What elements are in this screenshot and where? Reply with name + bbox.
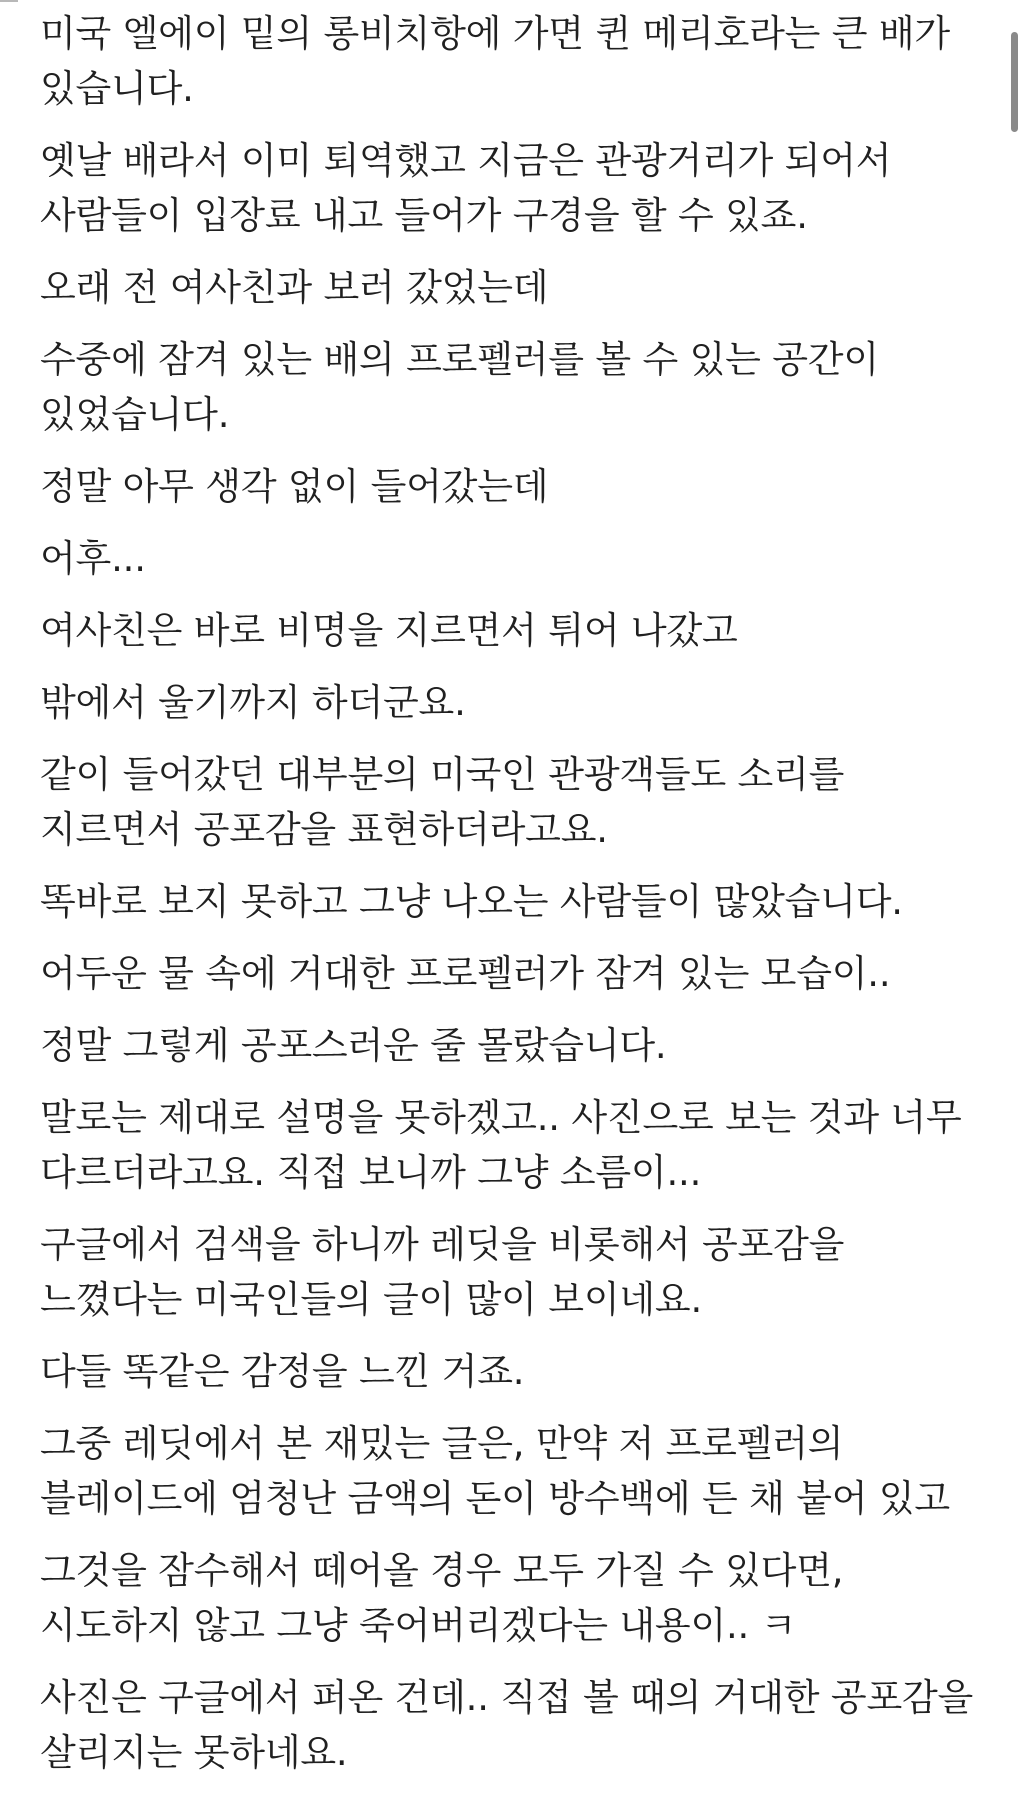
post-paragraph: 그것을 잠수해서 떼어올 경우 모두 가질 수 있다면, 시도하지 않고 그냥 죽어버리겠다는 내용이.. ㅋ xyxy=(40,1549,844,1647)
post-paragraph: 구글에서 검색을 하니까 레딧을 비롯해서 공포감을 느꼈다는 미국인들의 글이 많이 보이네요. xyxy=(40,1223,845,1321)
post-paragraph: 오래 전 여사친과 보러 갔었는데 xyxy=(40,266,549,309)
post-paragraph: 다들 똑같은 감정을 느낀 거죠. xyxy=(40,1350,525,1393)
post-body xyxy=(40,6,992,1797)
post-paragraph: 사진은 구글에서 퍼온 건데.. 직접 볼 때의 거대한 공포감을 살리지는 못하네요. xyxy=(40,1676,974,1774)
post-paragraph: 그중 레딧에서 본 재밌는 글은, 만약 저 프로펠러의 블레이드에 엄청난 금액의 돈이 방수백에 든 채 붙어 있고 xyxy=(40,1422,950,1520)
post-paragraph: 어두운 물 속에 거대한 프로펠러가 잠겨 있는 모습이.. xyxy=(40,952,891,995)
post-paragraph: 밖에서 울기까지 하더군요. xyxy=(40,681,466,724)
vertical-scrollbar[interactable] xyxy=(1002,0,1024,1728)
post-paragraph: 정말 아무 생각 없이 들어갔는데 xyxy=(40,465,549,508)
post-paragraph: 옛날 배라서 이미 퇴역했고 지금은 관광거리가 되어서 사람들이 입장료 내고 들어가 구경을 할 수 있죠. xyxy=(40,139,892,237)
post-paragraph: 여사친은 바로 비명을 지르면서 튀어 나갔고 xyxy=(40,609,738,652)
post-paragraph: 어후... xyxy=(40,537,146,580)
post-paragraph: 정말 그렇게 공포스러운 줄 몰랐습니다. xyxy=(40,1024,667,1067)
scrollbar-thumb[interactable] xyxy=(1011,32,1018,132)
post-paragraph: 같이 들어갔던 대부분의 미국인 관광객들도 소리를 지르면서 공포감을 표현하더라고요. xyxy=(40,753,845,851)
post-paragraph: 수중에 잠겨 있는 배의 프로펠러를 볼 수 있는 공간이 있었습니다. xyxy=(40,338,879,436)
post-paragraph: 똑바로 보지 못하고 그냥 나오는 사람들이 많았습니다. xyxy=(40,880,903,923)
top-edge-divider xyxy=(0,0,18,2)
post-paragraph: 미국 엘에이 밑의 롱비치항에 가면 퀸 메리호라는 큰 배가 있습니다. xyxy=(40,12,950,110)
post-paragraph: 말로는 제대로 설명을 못하겠고.. 사진으로 보는 것과 너무 다르더라고요. 직접 보니까 그냥 소름이... xyxy=(40,1096,962,1194)
